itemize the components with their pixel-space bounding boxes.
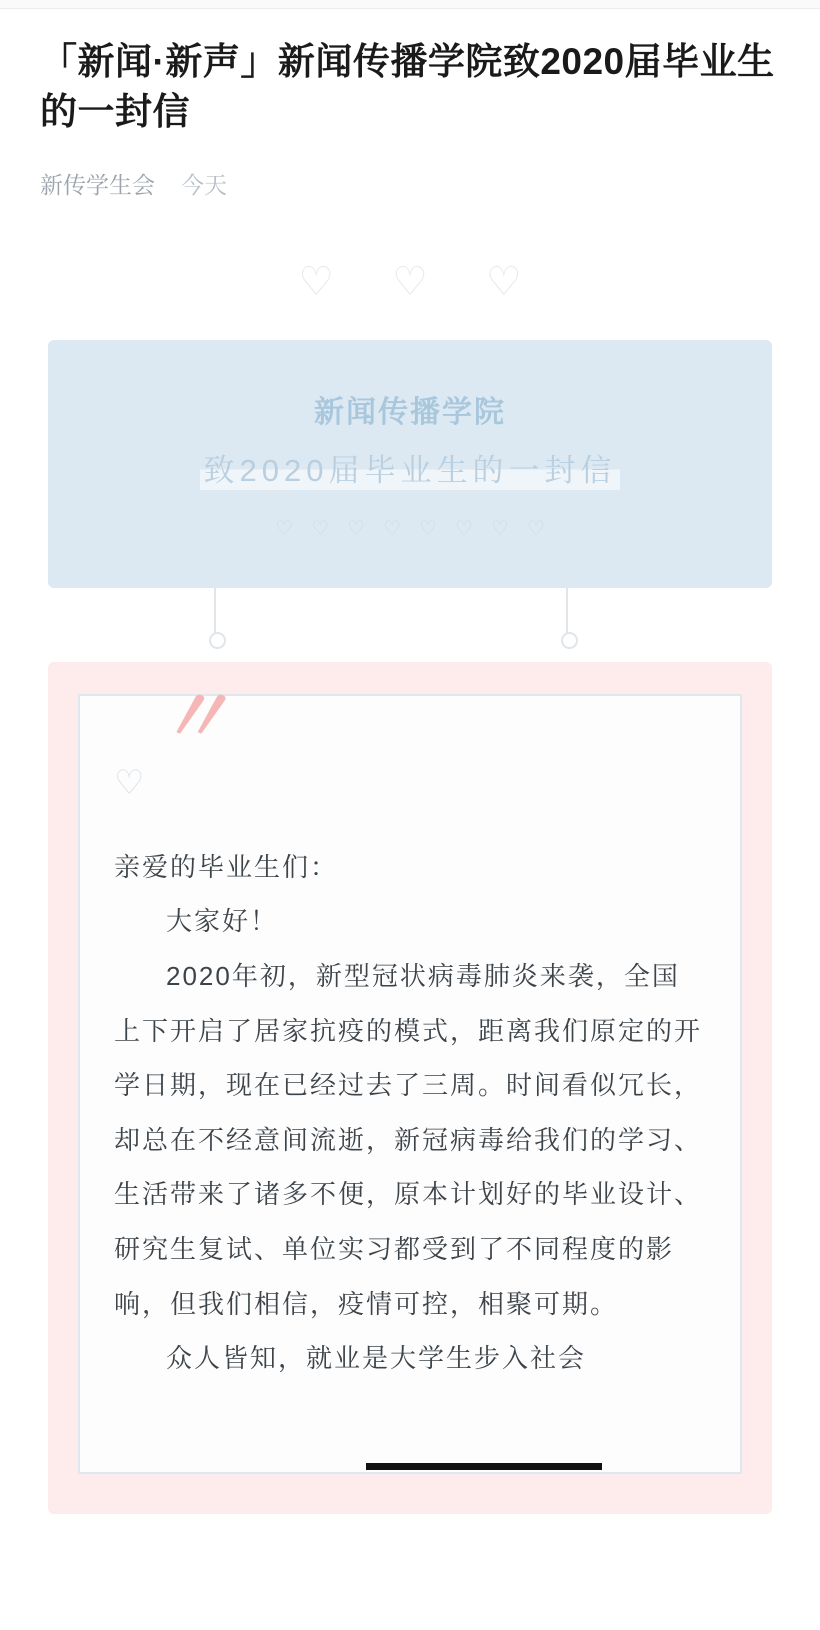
- connector-decoration: [48, 588, 772, 662]
- banner-line-2: 致2020届毕业生的一封信: [200, 445, 621, 490]
- heart-icon: ♡: [298, 259, 335, 304]
- article-author[interactable]: 新传学生会: [40, 171, 155, 198]
- connector-dot-left: [209, 632, 226, 649]
- article-meta: [40, 167, 780, 200]
- banner-card: [48, 340, 772, 588]
- letter-paragraph-1: 2020年初，新型冠状病毒肺炎来袭，全国上下开启了居家抗疫的模式，距离我们原定的开学日期，现在已经过去了三周。时间看似冗长，却总在不经意间流逝，新冠病毒给我们的学习、生活带来了诸多不便，原本计划好的毕业设计、研究生复试、单位实习都受到了不同程度的影响，但我们相信，疫情可控，相聚可期。: [114, 961, 703, 1319]
- heart-icon: ♡: [490, 517, 509, 540]
- heart-icon: ♡: [347, 517, 366, 540]
- browser-topbar: [0, 0, 820, 9]
- decorative-hearts-row: [0, 259, 820, 304]
- heart-icon: ♡: [485, 259, 522, 304]
- letter-inner-frame: [78, 675, 742, 1474]
- letter-paragraph-2: 众人皆知，就业是大学生步入社会: [166, 1343, 587, 1374]
- letter-greeting: 大家好！: [166, 906, 279, 937]
- article-date: 今天: [181, 171, 227, 198]
- banner-line-1: 新闻传播学院: [314, 395, 506, 429]
- heart-icon: ♡: [454, 517, 473, 540]
- article-header: [0, 9, 820, 200]
- letter-body: [114, 840, 706, 1386]
- heart-icon: ♡: [383, 517, 401, 540]
- heart-icon: ♡: [392, 259, 428, 304]
- mini-hearts-row: [275, 516, 545, 541]
- page-title: 「新闻·新声」新闻传播学院致2020届毕业生的一封信: [40, 41, 775, 132]
- heart-icon: ♡: [114, 763, 145, 802]
- connector-dot-right: [561, 632, 578, 649]
- heart-icon: ♡: [526, 517, 545, 540]
- connector-line-right: [566, 588, 568, 636]
- letter-salutation: 亲爱的毕业生们：: [114, 851, 339, 882]
- quote-mark-icon: 〃: [156, 675, 226, 760]
- connector-line-left: [214, 588, 216, 636]
- redaction-bar: [366, 1463, 602, 1470]
- heart-icon: ♡: [311, 517, 330, 540]
- heart-icon: ♡: [275, 517, 294, 540]
- heart-icon: ♡: [419, 517, 437, 540]
- letter-card: [48, 662, 772, 1514]
